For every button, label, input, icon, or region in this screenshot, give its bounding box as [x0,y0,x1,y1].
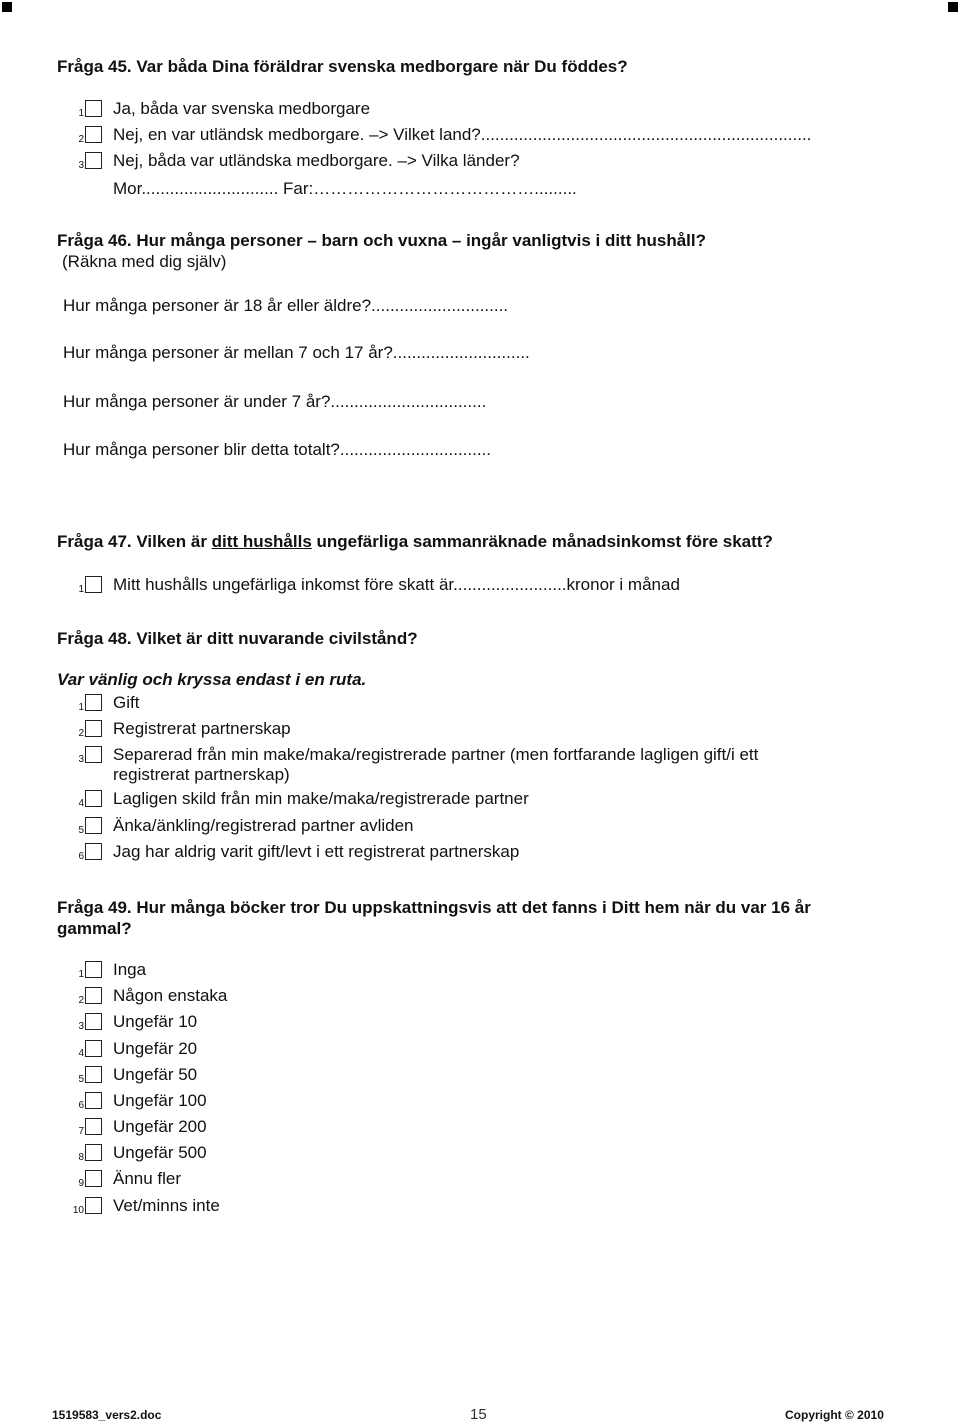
option-number: 3 [78,754,84,765]
option-number: 10 [72,1205,84,1216]
option-label: Inga [113,960,147,979]
checkbox[interactable] [85,720,102,737]
footer-copyright: Copyright © 2010 [785,1408,884,1422]
option-label: Lagligen skild från min make/maka/registrerade partner [113,789,529,808]
option-number: 1 [78,969,84,980]
q46-subtitle: (Räkna med dig själv) [62,252,227,271]
checkbox[interactable] [85,1040,102,1057]
q46-line-children-7-17[interactable]: Hur många personer är mellan 7 och 17 år?............................. [63,343,530,362]
q47-title-underlined: ditt hushålls [211,532,312,551]
checkbox[interactable] [85,961,102,978]
option-number: 1 [78,702,84,713]
option-label: Nej, båda var utländska medborgare. –> Vilka länder? [113,151,520,170]
q45-parents-countries: Mor............................. Far:…………………………………......... [113,179,577,198]
option-number: 3 [78,160,84,171]
checkbox[interactable] [85,746,102,763]
option-number: 3 [78,1021,84,1032]
footer-doc-name: 1519583_vers2.doc [52,1408,162,1422]
option-label: Vet/minns inte [113,1196,220,1215]
option-number: 2 [78,995,84,1006]
option-number: 6 [78,851,84,862]
q47-title-suffix: ungefärliga sammanräknade månadsinkomst före skatt? [311,532,773,551]
footer-page-number: 15 [470,1406,487,1423]
option-number: 6 [78,1100,84,1111]
q46-line-total[interactable]: Hur många personer blir detta totalt?................................ [63,440,492,459]
q46-line-under-7[interactable]: Hur många personer är under 7 år?................................. [63,392,487,411]
q47-title-prefix: Fråga 47. Vilken är [57,532,212,551]
option-label: Ungefär 500 [113,1143,207,1162]
option-label: Registrerat partnerskap [113,719,291,738]
checkbox[interactable] [85,1013,102,1030]
option-number: 5 [78,1074,84,1085]
q46-line-adults[interactable]: Hur många personer är 18 år eller äldre?............................. [63,296,509,315]
option-number: 8 [78,1152,84,1163]
option-number: 5 [78,825,84,836]
corner-mark-left [2,2,12,12]
checkbox[interactable] [85,790,102,807]
option-label: Nej, en var utländsk medborgare. –> Vilket land?...................................................................... [113,125,812,144]
option-number: 2 [78,134,84,145]
checkbox[interactable] [85,694,102,711]
option-number: 4 [78,1048,84,1059]
q49-title: Fråga 49. Hur många böcker tror Du uppskattningsvis att det fanns i Ditt hem när du var 16 år gammal? [57,898,811,938]
option-label: Ungefär 10 [113,1012,198,1031]
option-label: Ungefär 50 [113,1065,198,1084]
option-number: 7 [78,1126,84,1137]
q46-title: Fråga 46. Hur många personer – barn och vuxna – ingår vanligtvis i ditt hushåll? [57,231,706,250]
option-label: Separerad från min make/maka/registrerade partner (men fortfarande lagligen gift/i ett registrerat partnerskap) [113,745,759,784]
option-label: Mitt hushålls ungefärliga inkomst före skatt är........................kronor i månad [113,575,680,594]
option-label: Änka/änkling/registrerad partner avliden [113,816,414,835]
checkbox[interactable] [85,100,102,117]
option-label: Ungefär 200 [113,1117,207,1136]
checkbox[interactable] [85,1144,102,1161]
checkbox[interactable] [85,576,102,593]
option-number: 4 [78,798,84,809]
option-number: 2 [78,728,84,739]
q45-title: Fråga 45. Var båda Dina föräldrar svenska medborgare när Du föddes? [57,57,628,76]
option-number: 9 [78,1178,84,1189]
checkbox[interactable] [85,817,102,834]
option-label: Jag har aldrig varit gift/levt i ett registrerat partnerskap [113,842,520,861]
q48-instruction: Var vänlig och kryssa endast i en ruta. [57,670,367,689]
corner-mark-right [948,2,958,12]
checkbox[interactable] [85,1197,102,1214]
option-number: 1 [78,108,84,119]
checkbox[interactable] [85,1092,102,1109]
option-label: Gift [113,693,140,712]
q47-title [57,532,773,552]
option-number: 1 [78,584,84,595]
checkbox[interactable] [85,1170,102,1187]
checkbox[interactable] [85,152,102,169]
option-label: Någon enstaka [113,986,228,1005]
q48-title: Fråga 48. Vilket är ditt nuvarande civilstånd? [57,629,418,648]
option-label: Ungefär 100 [113,1091,207,1110]
checkbox[interactable] [85,1066,102,1083]
checkbox[interactable] [85,987,102,1004]
option-label: Ungefär 20 [113,1039,198,1058]
checkbox[interactable] [85,843,102,860]
option-label: Ännu fler [113,1169,182,1188]
checkbox[interactable] [85,1118,102,1135]
checkbox[interactable] [85,126,102,143]
option-label: Ja, båda var svenska medborgare [113,99,371,118]
